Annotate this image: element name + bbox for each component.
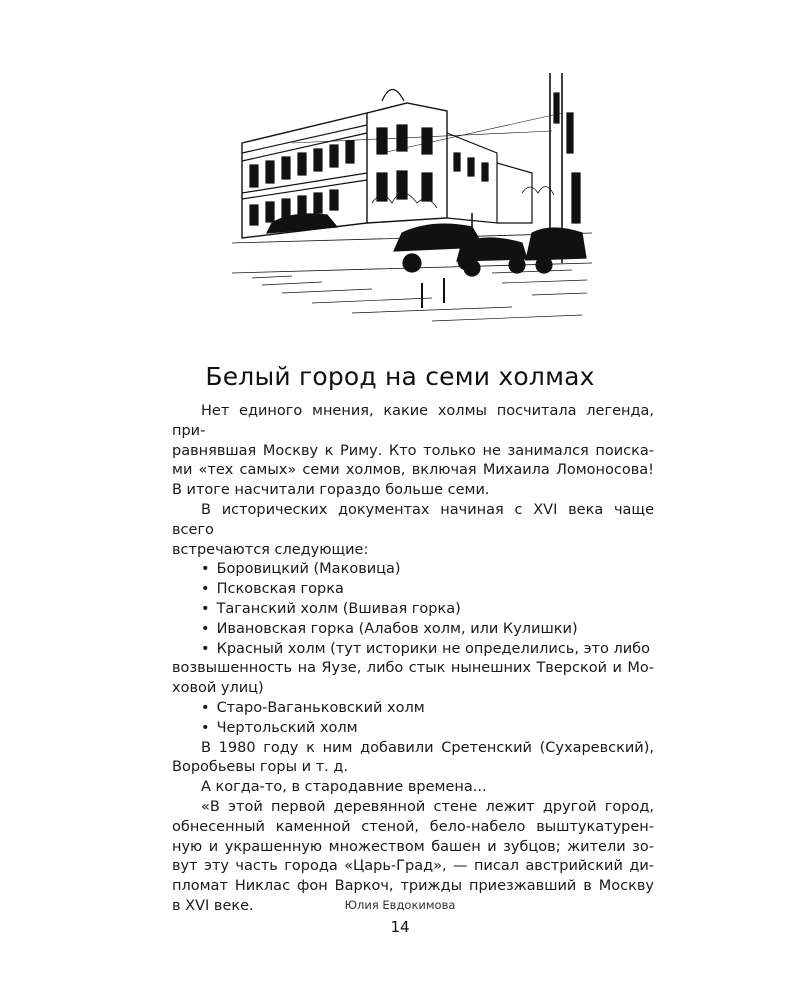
quote-line: пломат Никлас фон Варкоч, трижды приезжавший в Москву — [172, 878, 654, 895]
quote-line: обнесенный каменной стеной, бело-набело выштукатурен- — [172, 818, 654, 835]
hill-list-item: • Красный холм (тут историки не определились, это либо — [172, 640, 654, 660]
hill-list-item-continued: ховой улиц) — [172, 680, 264, 697]
quote-line: в XVI веке. — [172, 897, 254, 914]
paragraph-line: Воробьевы горы и т. д. — [172, 759, 348, 776]
footer-author: Юлия Евдокимова — [344, 898, 456, 912]
quote-line: «В этой первой деревянной стене лежит другой город, — [201, 798, 654, 815]
quote-line: ную и украшенную множеством башен и зубцов; жители зо- — [172, 838, 654, 855]
hill-list-item: • Старо-Ваганьковский холм — [172, 699, 654, 719]
hill-list-item: • Ивановская горка (Алабов холм, или Кулишки) — [172, 620, 654, 640]
paragraph-line: ми «тех самых» семи холмов, включая Михаила Ломоносова! — [172, 462, 654, 479]
paragraph-line: В итоге насчитали гораздо больше семи. — [172, 482, 490, 499]
paragraph-line: встречаются следующие: — [172, 541, 369, 558]
body-text — [172, 402, 654, 917]
hill-list-item: • Псковская горка — [172, 580, 654, 600]
paragraph-line: равнявшая Москву к Риму. Кто только не занимался поиска- — [172, 442, 654, 459]
street-corner-illustration — [232, 73, 592, 325]
paragraph-line: В исторических документах начиная с XVI века чаще всего — [172, 501, 654, 538]
hill-list-item: • Таганский холм (Вшивая горка) — [172, 600, 654, 620]
paragraph-line: В 1980 году к ним добавили Сретенский (Сухаревский), — [201, 739, 654, 756]
paragraph-line: А когда-то, в стародавние времена... — [201, 779, 487, 796]
chapter-title: Белый город на семи холмах — [205, 362, 595, 391]
hill-list-item-continued: возвышенность на Яузе, либо стык нынешних Тверской и Мо- — [172, 660, 654, 677]
hill-list-item: • Боровицкий (Маковица) — [172, 560, 654, 580]
paragraph-line: Нет единого мнения, какие холмы посчитала легенда, при- — [172, 403, 654, 439]
page-number: 14 — [390, 918, 410, 936]
quote-line: вут эту часть города «Царь-Град», — писал австрийский ди- — [172, 858, 654, 875]
hill-list-item: • Чертольский холм — [172, 719, 654, 739]
